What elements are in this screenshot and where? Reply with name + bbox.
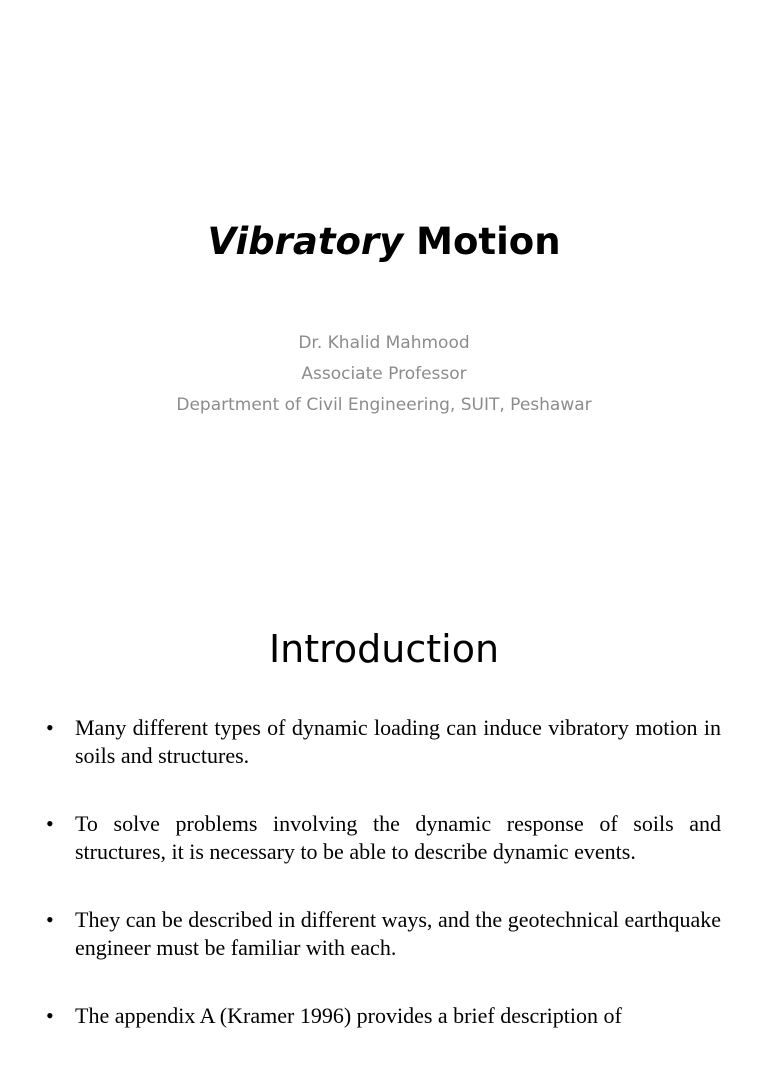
bullet-marker: • [46, 811, 54, 836]
bullet-marker: • [46, 1003, 54, 1028]
bullet-marker: • [46, 907, 54, 932]
introduction-slide [0, 576, 768, 1028]
slide-title-italic: Vibratory [207, 220, 404, 263]
bullet-text: To solve problems involving the dynamic response of soils and structures, it is necessary to be able to describe dynamic events. [75, 811, 721, 864]
author-position: Associate Professor [301, 364, 467, 384]
bullet-text: They can be described in different ways, and the geotechnical earthquake engineer must be familiar with each. [75, 907, 721, 960]
bullet-text: Many different types of dynamic loading can induce vibratory motion in soils and structures. [75, 715, 721, 768]
bullet-text: The appendix A (Kramer 1996) provides a brief description of [75, 1003, 622, 1028]
bullet-item [46, 714, 721, 770]
bullet-item [46, 1002, 721, 1030]
slide-subtitle [0, 330, 768, 423]
bullet-list [46, 714, 721, 1070]
bullet-item [46, 810, 721, 866]
introduction-heading: Introduction [268, 627, 500, 671]
slide-title [0, 214, 768, 270]
author-name: Dr. Khalid Mahmood [298, 333, 470, 353]
bullet-item [46, 906, 721, 962]
author-department: Department of Civil Engineering, SUIT, Peshawar [176, 395, 592, 415]
slide-title-rest: Motion [403, 220, 561, 263]
bullet-marker: • [46, 715, 54, 740]
